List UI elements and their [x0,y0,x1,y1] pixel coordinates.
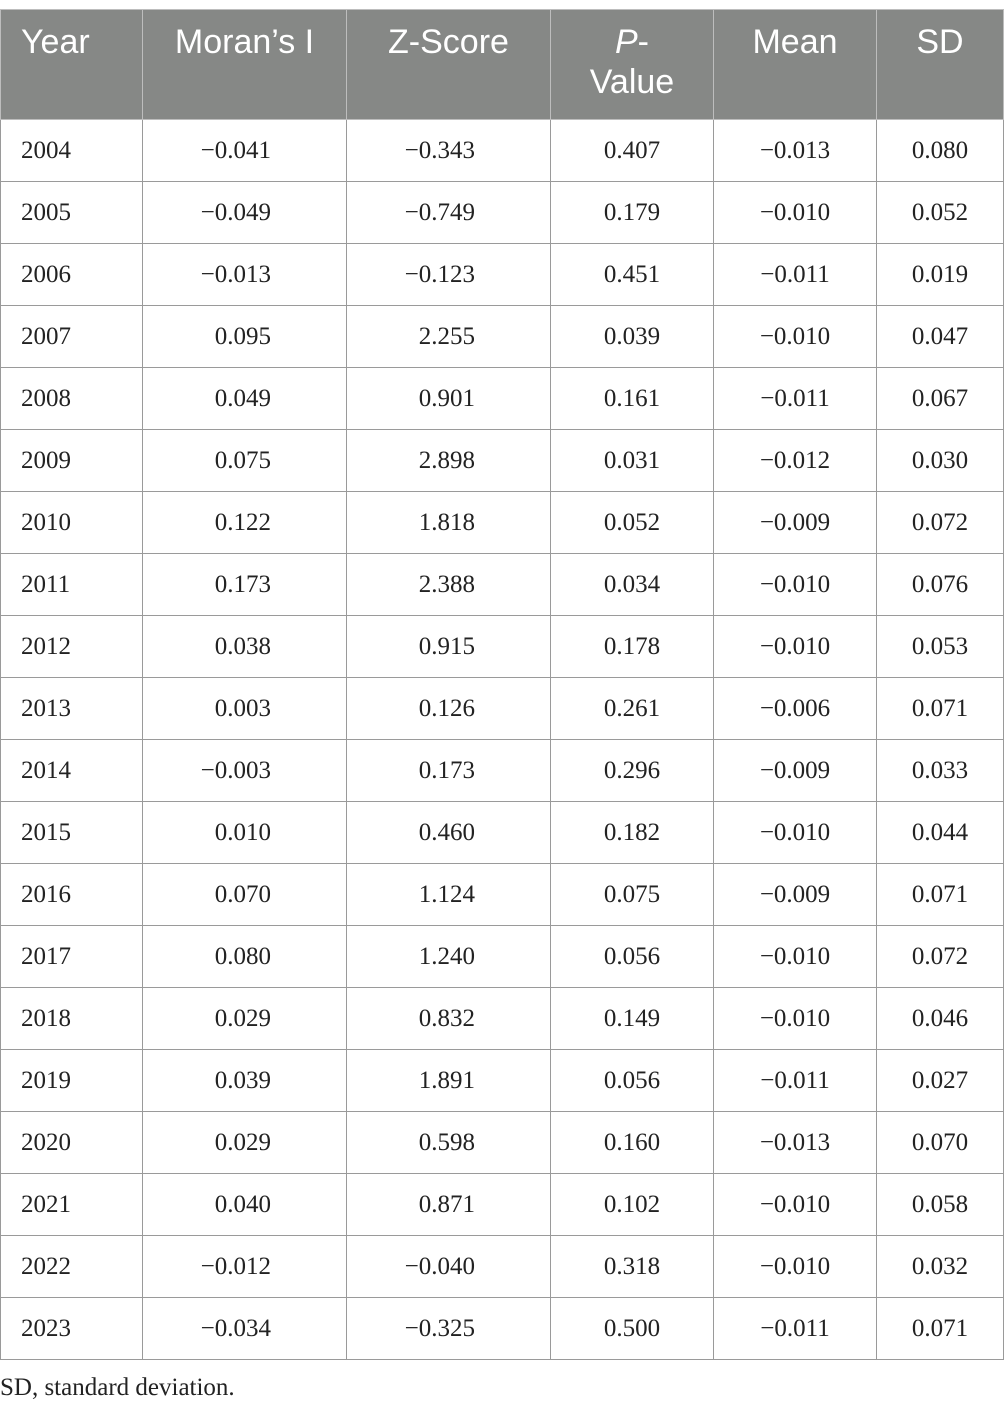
cell-z-score: −0.749 [347,182,551,244]
cell-mean: −0.011 [714,368,877,430]
cell-year: 2005 [1,182,143,244]
cell-year: 2020 [1,1112,143,1174]
cell-mean: −0.010 [714,554,877,616]
cell-morans-i: 0.080 [143,926,347,988]
cell-z-score: 0.460 [347,802,551,864]
cell-sd: 0.044 [877,802,1004,864]
cell-z-score: 1.240 [347,926,551,988]
cell-p-value: 0.500 [551,1298,714,1360]
cell-p-value: 0.056 [551,1050,714,1112]
table-footnote: SD, standard deviation. [0,1374,235,1401]
cell-z-score: 2.898 [347,430,551,492]
cell-mean: −0.010 [714,802,877,864]
cell-morans-i: −0.041 [143,120,347,182]
table-row [1,1174,1004,1236]
cell-mean: −0.010 [714,1174,877,1236]
cell-p-value: 0.407 [551,120,714,182]
cell-sd: 0.070 [877,1112,1004,1174]
cell-sd: 0.053 [877,616,1004,678]
table-row [1,244,1004,306]
cell-p-value: 0.261 [551,678,714,740]
cell-morans-i: 0.039 [143,1050,347,1112]
cell-mean: −0.009 [714,864,877,926]
cell-p-value: 0.075 [551,864,714,926]
cell-sd: 0.058 [877,1174,1004,1236]
cell-p-value: 0.451 [551,244,714,306]
cell-sd: 0.072 [877,926,1004,988]
cell-morans-i: 0.173 [143,554,347,616]
cell-year: 2014 [1,740,143,802]
header-p-value [551,10,714,120]
cell-mean: −0.010 [714,616,877,678]
cell-p-value: 0.161 [551,368,714,430]
cell-mean: −0.012 [714,430,877,492]
cell-mean: −0.010 [714,988,877,1050]
cell-z-score: 0.871 [347,1174,551,1236]
cell-z-score: 0.901 [347,368,551,430]
cell-morans-i: 0.029 [143,988,347,1050]
table-row [1,1050,1004,1112]
cell-p-value: 0.160 [551,1112,714,1174]
header-year: Year [1,10,143,120]
cell-morans-i: 0.040 [143,1174,347,1236]
cell-sd: 0.080 [877,120,1004,182]
cell-sd: 0.019 [877,244,1004,306]
cell-sd: 0.076 [877,554,1004,616]
cell-p-value: 0.179 [551,182,714,244]
table-row [1,368,1004,430]
table-row [1,1112,1004,1174]
cell-mean: −0.013 [714,120,877,182]
table-body [1,120,1004,1360]
cell-year: 2010 [1,492,143,554]
cell-morans-i: −0.013 [143,244,347,306]
cell-sd: 0.030 [877,430,1004,492]
cell-year: 2013 [1,678,143,740]
cell-year: 2008 [1,368,143,430]
cell-year: 2022 [1,1236,143,1298]
cell-z-score: 1.124 [347,864,551,926]
cell-sd: 0.033 [877,740,1004,802]
table-row [1,864,1004,926]
cell-z-score: 1.818 [347,492,551,554]
cell-morans-i: 0.003 [143,678,347,740]
table-row [1,1236,1004,1298]
cell-year: 2009 [1,430,143,492]
cell-sd: 0.052 [877,182,1004,244]
cell-z-score: −0.040 [347,1236,551,1298]
table-row [1,554,1004,616]
cell-p-value: 0.034 [551,554,714,616]
cell-sd: 0.046 [877,988,1004,1050]
table-row [1,182,1004,244]
cell-sd: 0.072 [877,492,1004,554]
cell-year: 2011 [1,554,143,616]
cell-mean: −0.010 [714,306,877,368]
header-z-score: Z-Score [347,10,551,120]
cell-mean: −0.009 [714,740,877,802]
cell-z-score: 0.598 [347,1112,551,1174]
cell-morans-i: 0.038 [143,616,347,678]
cell-year: 2004 [1,120,143,182]
cell-mean: −0.006 [714,678,877,740]
cell-z-score: −0.343 [347,120,551,182]
cell-mean: −0.009 [714,492,877,554]
cell-year: 2015 [1,802,143,864]
cell-morans-i: 0.049 [143,368,347,430]
table-row [1,988,1004,1050]
header-p-value-rest: - Value [589,23,675,101]
header-morans-i: Moran’s I [143,10,347,120]
cell-p-value: 0.031 [551,430,714,492]
cell-mean: −0.010 [714,1236,877,1298]
table-row [1,306,1004,368]
cell-p-value: 0.052 [551,492,714,554]
cell-year: 2023 [1,1298,143,1360]
cell-z-score: 0.126 [347,678,551,740]
cell-morans-i: −0.049 [143,182,347,244]
cell-p-value: 0.102 [551,1174,714,1236]
table-row [1,616,1004,678]
table-row [1,740,1004,802]
cell-year: 2006 [1,244,143,306]
cell-z-score: 1.891 [347,1050,551,1112]
cell-p-value: 0.318 [551,1236,714,1298]
table-row [1,678,1004,740]
cell-mean: −0.011 [714,244,877,306]
header-mean: Mean [714,10,877,120]
cell-sd: 0.047 [877,306,1004,368]
cell-year: 2017 [1,926,143,988]
header-row [1,10,1004,120]
table-row [1,926,1004,988]
cell-sd: 0.071 [877,864,1004,926]
cell-p-value: 0.149 [551,988,714,1050]
cell-z-score: −0.325 [347,1298,551,1360]
cell-year: 2012 [1,616,143,678]
cell-year: 2016 [1,864,143,926]
cell-p-value: 0.296 [551,740,714,802]
cell-morans-i: 0.029 [143,1112,347,1174]
table-row [1,492,1004,554]
cell-sd: 0.067 [877,368,1004,430]
cell-year: 2021 [1,1174,143,1236]
cell-p-value: 0.178 [551,616,714,678]
header-p-value-italic: P [614,23,638,61]
table-row [1,430,1004,492]
cell-z-score: 0.832 [347,988,551,1050]
cell-mean: −0.010 [714,926,877,988]
cell-year: 2019 [1,1050,143,1112]
cell-mean: −0.011 [714,1298,877,1360]
cell-morans-i: 0.122 [143,492,347,554]
table-row [1,1298,1004,1360]
cell-mean: −0.010 [714,182,877,244]
cell-sd: 0.071 [877,678,1004,740]
cell-sd: 0.027 [877,1050,1004,1112]
cell-morans-i: −0.012 [143,1236,347,1298]
cell-morans-i: 0.010 [143,802,347,864]
cell-z-score: −0.123 [347,244,551,306]
cell-morans-i: −0.034 [143,1298,347,1360]
header-sd: SD [877,10,1004,120]
cell-morans-i: 0.075 [143,430,347,492]
table-row [1,120,1004,182]
morans-i-table [0,9,1004,1360]
cell-sd: 0.032 [877,1236,1004,1298]
cell-mean: −0.011 [714,1050,877,1112]
cell-z-score: 2.388 [347,554,551,616]
cell-z-score: 2.255 [347,306,551,368]
cell-z-score: 0.173 [347,740,551,802]
cell-morans-i: 0.095 [143,306,347,368]
cell-p-value: 0.056 [551,926,714,988]
cell-p-value: 0.182 [551,802,714,864]
cell-mean: −0.013 [714,1112,877,1174]
cell-sd: 0.071 [877,1298,1004,1360]
cell-z-score: 0.915 [347,616,551,678]
cell-morans-i: −0.003 [143,740,347,802]
cell-p-value: 0.039 [551,306,714,368]
table-row [1,802,1004,864]
cell-year: 2018 [1,988,143,1050]
cell-year: 2007 [1,306,143,368]
cell-morans-i: 0.070 [143,864,347,926]
